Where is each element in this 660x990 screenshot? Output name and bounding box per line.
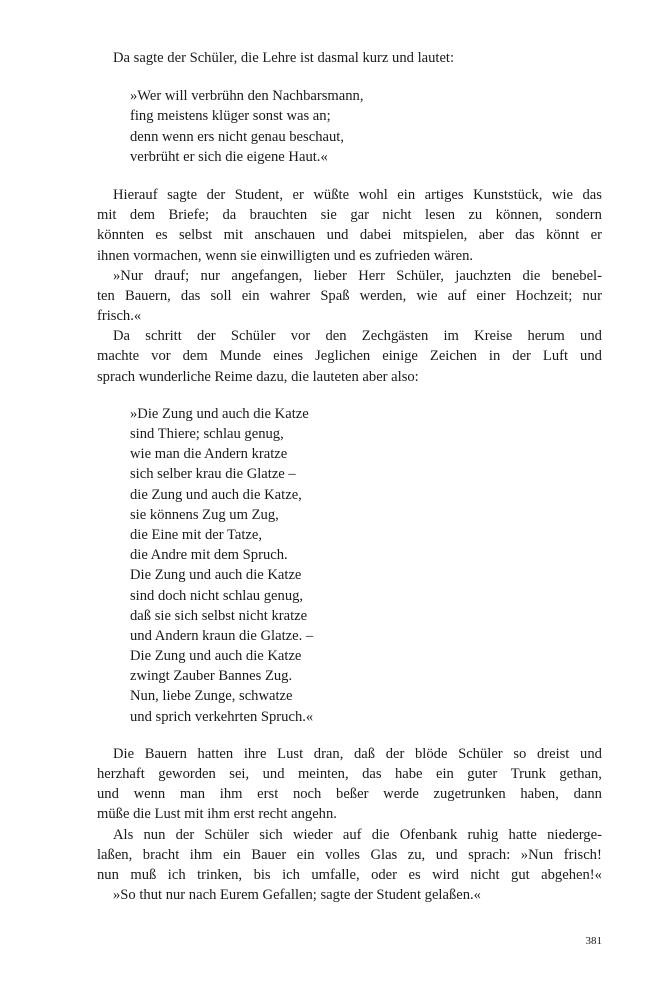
paragraph-line [97,825,602,845]
word: Jeglichen [315,348,371,365]
word: selbst [178,227,213,244]
verse-line: sie könnens Zug um Zug, [130,506,279,523]
paragraph-line [97,865,602,885]
word: nicht [382,207,412,224]
word: wahrer [269,287,311,304]
paragraph-glass-offered [97,825,602,886]
word: »Nur [113,267,143,284]
word: wüßte [313,186,350,203]
word: daß [354,745,376,762]
word: dem [129,207,156,224]
word: volles [325,846,360,863]
word: dran, [313,745,344,762]
word: herum [527,328,565,345]
word: erst [257,786,279,803]
word: zu [468,207,483,224]
word: eines [273,348,304,365]
word: nicht [470,866,500,883]
word: nun [143,826,166,843]
paragraph-student-trick [97,185,602,266]
word: Schüler, [396,267,444,284]
paragraph-student-reply: »So thut nur nach Eurem Gefallen; sagte der Student gelaßen.« [113,887,481,904]
word: lesen [425,207,456,224]
word: anschauen [254,227,316,244]
word: Hierauf [113,186,158,203]
verse-line: »Wer will verbrühn den Nachbarsmann, [130,88,364,105]
word: in [488,348,501,365]
word: machte [97,348,140,365]
word: auf [342,826,362,843]
word: ein [397,186,416,203]
paragraph-line [97,246,602,266]
paragraph-line [97,845,602,865]
word: herzhaft [97,766,145,782]
word: Da [113,328,131,345]
word: das [582,186,602,203]
word: guter [467,766,498,782]
word: und [435,846,458,863]
word: dreist [536,745,570,762]
word: ihm [189,846,213,863]
word: ein [241,287,260,304]
word: können, [495,207,543,224]
opening-line: Da sagte der Schüler, die Lehre ist dasmal kurz und lautet: [113,50,455,66]
word: sie [320,207,337,224]
word: brauchten [249,207,308,224]
verse-line: daß sie sich selbst nicht kratze [130,607,308,624]
word: ruhig [467,826,499,843]
verse-line: sich selber krau die Glatze – [130,466,296,483]
word: frisch! [563,846,602,863]
word: hatte [508,826,537,843]
word: ein [436,766,454,782]
word: er [590,227,602,244]
word: Die [113,745,135,762]
word: dann [573,786,602,803]
paragraph-line [97,744,602,764]
word: Zechgästen [361,328,429,345]
word: vor [151,348,171,365]
word: Schüler [204,826,250,843]
word: könnt [546,227,580,244]
paragraph-line [97,346,602,366]
word: Bauer [251,846,287,863]
word: mit [97,207,117,224]
word: einer [476,287,506,304]
word: der [206,186,226,203]
word: das [362,766,382,782]
word: werde [383,786,419,803]
word: jauchzten [455,267,512,284]
word: trinken, [197,866,243,883]
page-number: 381 [585,935,602,947]
word: könnten [97,227,145,244]
word: Hochzeit; [515,287,573,304]
word: ein [222,846,241,863]
word: es [155,227,168,244]
verse-line: die Andre mit dem Spruch. [130,547,288,564]
word: meinten, [297,766,349,782]
paragraph-line [97,784,602,804]
word: Ofenbank [399,826,458,843]
verse-line: und Andern kraun die Glatze. – [130,627,314,644]
paragraph-line [97,225,602,245]
paragraph-line [97,326,602,346]
word: der [197,328,216,345]
paragraph-line [97,286,602,306]
word: muß [130,866,157,883]
word: lieber [313,267,347,284]
word: ihre [243,745,267,762]
word: noch [292,786,322,803]
word: da [222,207,237,224]
verse-line: sind Thiere; schlau genug, [130,426,284,442]
word: frisch.« [97,308,142,325]
verse-stanza-1 [97,86,602,167]
verse-line: wie man die Andern kratze [130,446,288,463]
word: habe [394,766,423,782]
word: dem [182,348,208,365]
verse-line: die Zung und auch die Katze, [130,486,302,503]
word: einige [382,348,418,365]
verse-line: Die Zung und auch die Katze [130,567,302,584]
word: geworden [158,766,216,782]
paragraph-peasants-cheer [97,266,602,327]
word: gut [511,866,530,883]
word: wenn [133,786,166,803]
word: laßen, [97,846,133,863]
word: sich [259,826,283,843]
word: und [326,227,349,244]
word: Kunststück, [473,186,543,203]
word: »Nun [520,846,554,863]
word: werden, [359,287,407,304]
word: ein [296,846,315,863]
word: gar [350,207,369,224]
word: gethan, [559,766,602,782]
word: nur [582,287,602,304]
word: drauf; [154,267,190,284]
paragraph-peasants-joy [97,744,602,825]
word: sprach wunderliche Reime dazu, die lauteten aber also: [97,368,419,385]
word: niederge- [547,826,602,843]
word: beßer [336,786,369,803]
paragraph-line [97,367,602,387]
word: ten [97,287,115,304]
word: Munde [219,348,262,365]
word: so [513,745,527,762]
verse-line: und sprich verkehrten Spruch.« [130,708,314,725]
word: Spaß [320,287,350,304]
verse-line: »Die Zung und auch die Katze [130,405,309,422]
word: mitspielen, [402,227,468,244]
verse-line: denn wenn ers nicht genau beschaut, [130,128,344,145]
word: es [408,866,421,883]
word: Briefe; [168,207,210,224]
paragraph-line [97,804,602,824]
paragraph-line [97,266,602,286]
verse-stanza-2 [97,404,602,727]
word: artiges [424,186,464,203]
word: dabei [359,227,392,244]
word: Schüler [230,328,276,345]
word: die [371,826,390,843]
word: die [522,267,541,284]
word: und [580,745,602,762]
word: wird [432,866,459,883]
verse-line: Nun, liebe Zunge, schwatze [130,688,293,705]
word: nur [200,267,221,284]
word: sprach: [468,846,511,863]
word: zu, [407,846,426,863]
word: ihnen vormachen, wenn sie einwilligten und es zufrieden wären. [97,247,474,264]
word: nun [97,866,119,883]
verse-line: Die Zung und auch die Katze [130,648,302,665]
word: Trunk [510,766,546,782]
word: oder [371,866,398,883]
paragraph-line [97,306,602,326]
word: Bauern [144,745,187,762]
word: Bauern, [124,287,171,304]
word: Glas [370,846,398,863]
word: im [443,328,459,345]
word: auf [447,287,467,304]
word: Schüler [458,745,503,762]
word: Luft [542,348,569,365]
word: wohl [358,186,388,203]
verse-line: fing meistens klüger sonst was an; [130,108,331,125]
word: schritt [145,328,182,345]
word: man [179,786,206,803]
word: wie [551,186,573,203]
word: Als [113,826,134,843]
verse-line: verbrüht er sich die eigene Haut.« [130,148,328,165]
word: soll [210,287,232,304]
paragraph-line [97,205,602,225]
word: aber [478,227,504,244]
word: der [175,826,195,843]
word: und [262,766,285,782]
word: und [580,348,602,365]
word: der [512,348,531,365]
paragraph-line [97,764,602,784]
word: den [325,328,347,345]
paragraph-pupil-signs [97,326,602,387]
word: er [292,186,304,203]
word: und [580,328,602,345]
word: wie [416,287,438,304]
word: Lust [277,745,304,762]
word: bracht [142,846,180,863]
verse-line: sind doch nicht schlau genug, [130,587,304,604]
word: Herr [358,267,385,284]
word: benebel- [551,267,602,284]
word: ihm [219,786,243,803]
word: sagte [167,186,198,203]
verse-line: die Eine mit der Tatze, [130,526,263,543]
word: ich [282,866,300,883]
word: mit [223,227,244,244]
word: abgehen!« [541,866,602,883]
word: Zeichen [429,348,477,365]
page-body [97,48,602,905]
word: Kreise [474,328,513,345]
word: das [180,287,201,304]
word: Student, [234,186,284,203]
word: müße die Lust mit ihm erst recht angehn. [97,806,337,823]
word: zugetrunken [433,786,506,803]
word: ich [167,866,186,883]
verse-line: zwingt Zauber Bannes Zug. [130,668,293,685]
word: wieder [292,826,333,843]
word: haben, [520,786,559,803]
word: bis [253,866,271,883]
word: vor [290,328,311,345]
word: der [385,745,405,762]
word: sondern [555,207,602,224]
word: hatten [197,745,234,762]
paragraph-line [97,185,602,205]
word: und [97,786,119,803]
word: das [515,227,535,244]
word: umfalle, [311,866,360,883]
word: angefangen, [231,267,303,284]
word: sei, [229,766,250,782]
word: blöde [415,745,448,762]
